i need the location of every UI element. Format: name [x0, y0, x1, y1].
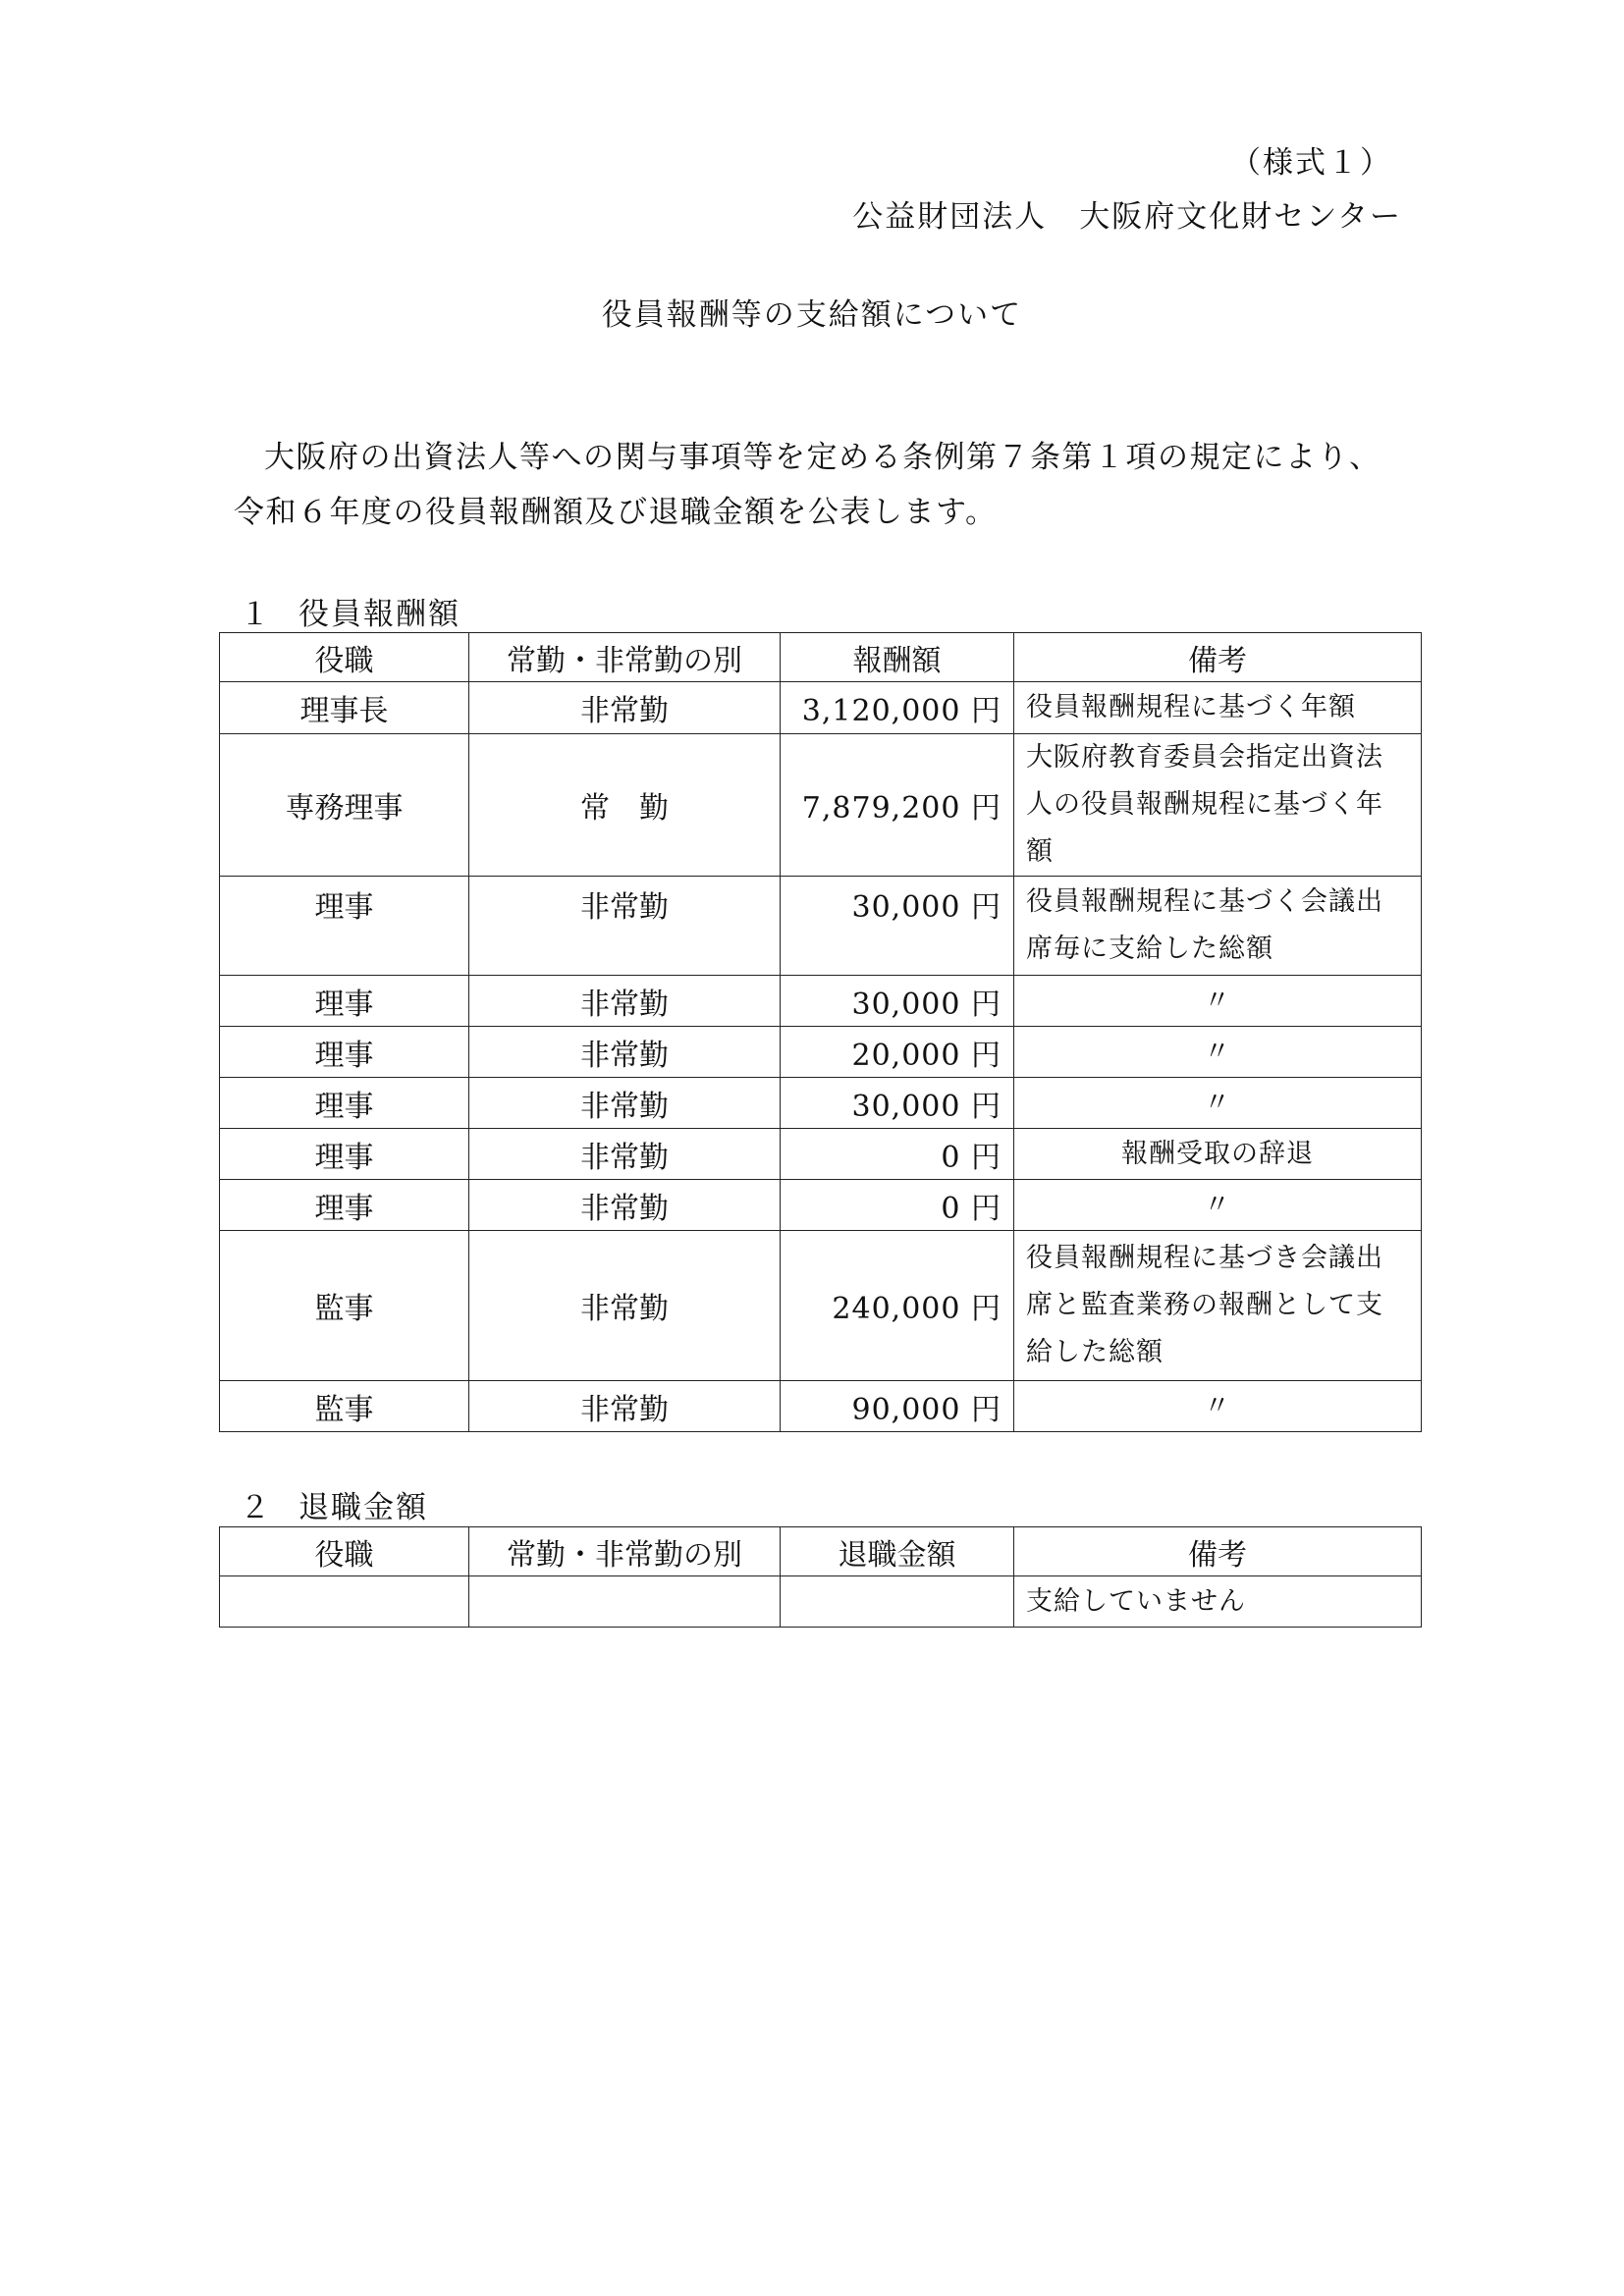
cell-role: 理事	[220, 976, 469, 1027]
section-1-title: 役員報酬額	[298, 597, 460, 632]
cell-amount: 30,000 円	[781, 877, 1014, 976]
cell-note: 役員報酬規程に基づく会議出席毎に支給した総額	[1014, 877, 1422, 976]
column-header-note: 備考	[1014, 1527, 1422, 1576]
column-header-amount: 報酬額	[781, 633, 1014, 682]
cell-amount: 30,000 円	[781, 976, 1014, 1027]
table-row	[220, 1180, 1422, 1231]
table-header-row	[220, 633, 1422, 682]
column-header-role: 役職	[220, 1527, 469, 1576]
cell-status: 非常勤	[469, 976, 781, 1027]
cell-status: 常 勤	[469, 734, 781, 877]
cell-role: 理事	[220, 1129, 469, 1180]
table-row	[220, 1231, 1422, 1381]
section-2-number: ２	[240, 1490, 272, 1525]
form-id: （様式１）	[1230, 145, 1392, 181]
table-row	[220, 1078, 1422, 1129]
cell-role: 理事	[220, 877, 469, 976]
cell-role: 理事	[220, 1180, 469, 1231]
cell-role: 理事	[220, 1027, 469, 1078]
table-row	[220, 877, 1422, 976]
section-1-number: １	[240, 597, 272, 632]
section-2-title: 退職金額	[298, 1490, 428, 1525]
column-header-role: 役職	[220, 633, 469, 682]
table-row	[220, 734, 1422, 877]
column-header-status: 常勤・非常勤の別	[469, 633, 781, 682]
cell-role: 専務理事	[220, 734, 469, 877]
intro-line-2: 令和６年度の役員報酬額及び退職金額を公表します。	[234, 495, 998, 530]
section-2-heading	[240, 1482, 428, 1526]
retirement-allowance-table	[219, 1526, 1422, 1628]
table-row	[220, 1129, 1422, 1180]
cell-status: 非常勤	[469, 877, 781, 976]
organization-name: 公益財団法人 大阪府文化財センター	[852, 199, 1402, 235]
cell-note: 報酬受取の辞退	[1014, 1129, 1422, 1180]
cell-amount: 0 円	[781, 1129, 1014, 1180]
cell-note: 〃	[1014, 976, 1422, 1027]
cell-amount	[781, 1576, 1014, 1628]
column-header-note: 備考	[1014, 633, 1422, 682]
document-title: 役員報酬等の支給額について	[601, 297, 1023, 333]
officer-compensation-table	[219, 632, 1422, 1432]
cell-role: 理事	[220, 1078, 469, 1129]
cell-note: 〃	[1014, 1027, 1422, 1078]
cell-amount: 90,000 円	[781, 1381, 1014, 1432]
table-row	[220, 1576, 1422, 1628]
cell-role: 監事	[220, 1231, 469, 1381]
cell-note: 〃	[1014, 1381, 1422, 1432]
table-row	[220, 976, 1422, 1027]
table-row	[220, 1381, 1422, 1432]
cell-note: 役員報酬規程に基づき会議出席と監査業務の報酬として支給した総額	[1014, 1231, 1422, 1381]
cell-amount: 240,000 円	[781, 1231, 1014, 1381]
cell-note: 〃	[1014, 1078, 1422, 1129]
column-header-status: 常勤・非常勤の別	[469, 1527, 781, 1576]
cell-role	[220, 1576, 469, 1628]
cell-note: 大阪府教育委員会指定出資法人の役員報酬規程に基づく年額	[1014, 734, 1422, 877]
cell-role: 理事長	[220, 682, 469, 734]
cell-status: 非常勤	[469, 1078, 781, 1129]
cell-note: 役員報酬規程に基づく年額	[1014, 682, 1422, 734]
cell-status: 非常勤	[469, 1129, 781, 1180]
cell-role: 監事	[220, 1381, 469, 1432]
cell-note: 支給していません	[1014, 1576, 1422, 1628]
cell-amount: 30,000 円	[781, 1078, 1014, 1129]
intro-line-1: 大阪府の出資法人等への関与事項等を定める条例第７条第１項の規定により、	[264, 440, 1381, 475]
section-1-heading	[240, 589, 460, 633]
cell-status	[469, 1576, 781, 1628]
cell-status: 非常勤	[469, 682, 781, 734]
table-header-row	[220, 1527, 1422, 1576]
cell-status: 非常勤	[469, 1231, 781, 1381]
cell-status: 非常勤	[469, 1381, 781, 1432]
cell-status: 非常勤	[469, 1027, 781, 1078]
column-header-retirement-amount: 退職金額	[781, 1527, 1014, 1576]
table-row	[220, 682, 1422, 734]
cell-amount: 0 円	[781, 1180, 1014, 1231]
cell-status: 非常勤	[469, 1180, 781, 1231]
table-row	[220, 1027, 1422, 1078]
cell-note: 〃	[1014, 1180, 1422, 1231]
cell-amount: 3,120,000 円	[781, 682, 1014, 734]
intro-paragraph	[234, 430, 1422, 540]
cell-amount: 7,879,200 円	[781, 734, 1014, 877]
cell-amount: 20,000 円	[781, 1027, 1014, 1078]
